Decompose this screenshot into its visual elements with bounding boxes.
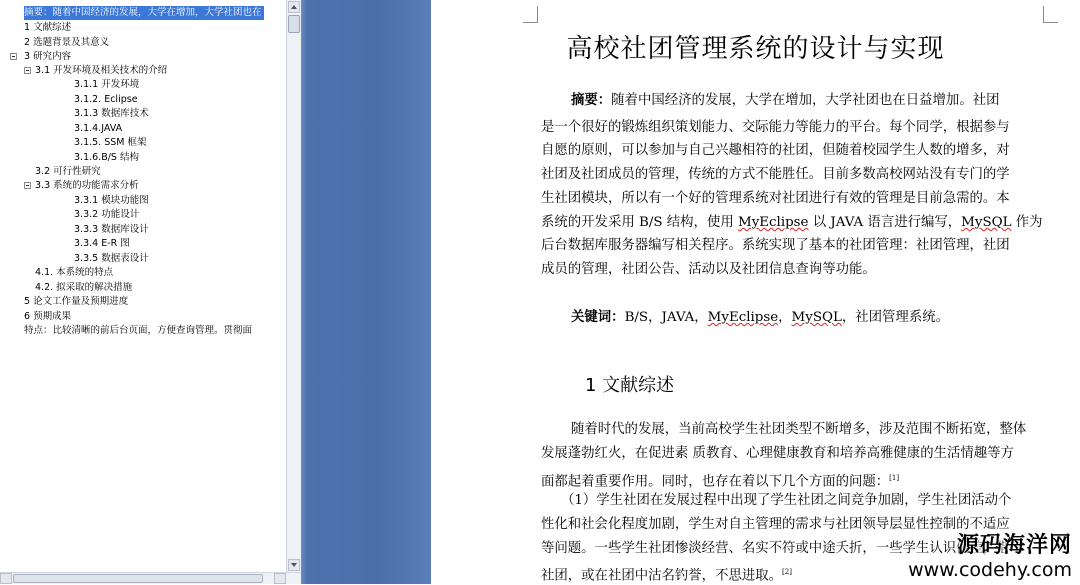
outline-item-label: 3.1.5. SSM 框架 (74, 137, 147, 148)
body-line: （1）学生社团在发展过程中出现了学生社团之间竞争加剧，学生社团活动个 (561, 493, 1012, 508)
nav-vertical-scrollbar[interactable] (286, 0, 301, 572)
keywords-line: 关键词：B/S，JAVA，MyEclipse，MySQL，社团管理系统。 (571, 309, 949, 325)
abstract-line: 是一个很好的锻炼组织策划能力、交际能力等能力的平台。每个同学，根据参与 (541, 120, 1010, 135)
body-line: 等问题。一些学生社团惨淡经营、名实不符或中途夭折，一些学生认识偏差，借 (541, 541, 1010, 556)
citation-ref[interactable]: [2] (782, 568, 792, 576)
abstract-label: 摘要： (571, 92, 612, 108)
scroll-thumb-horizontal[interactable] (13, 574, 263, 583)
outline-item-label: 5 论文工作量及预期进度 (24, 296, 129, 307)
crop-mark-top-right (1043, 6, 1058, 23)
outline-item-label: 3 研究内容 (24, 51, 72, 62)
spellcheck-word: MySQL (791, 310, 842, 325)
scroll-down-arrow-icon[interactable] (288, 559, 300, 571)
keywords-label: 关键词： (571, 309, 625, 325)
outline-item-label: 3.1.4.JAVA (74, 123, 123, 134)
abstract-line: 社团及社团成员的管理，传统的方式不能胜任。目前多数高校网站没有专门的学 (541, 167, 1010, 182)
body-line: 社团，或在社团中沽名钓誉，不思进取。[2] (541, 568, 792, 584)
scroll-thumb[interactable] (288, 15, 300, 33)
outline-item-label: 3.3.5 数据表设计 (74, 253, 149, 264)
collapse-toggle-icon[interactable] (24, 67, 31, 74)
watermark-title: 源码海洋网 (956, 533, 1072, 558)
body-line: 发展蓬勃红火，在促进素 质教育、心理健康教育和培养高雅健康的生活情趣等方 (541, 446, 1014, 461)
outline-item-label: 3.3.4 E-R 图 (74, 238, 130, 249)
workspace-background (301, 0, 431, 584)
abstract-line: 摘要：随着中国经济的发展，大学在增加，大学社团也在日益增加。社团 (571, 92, 1000, 108)
outline-item-label: 3.3.2 功能设计 (74, 209, 140, 220)
body-line: 性化和社会化程度加剧，学生对自主管理的需求与社团领导层显性控制的不适应 (541, 517, 1010, 532)
collapse-toggle-icon[interactable] (24, 182, 31, 189)
scroll-up-arrow-icon[interactable] (288, 1, 300, 13)
abstract-line: 成员的管理，社团公告、活动以及社团信息查询等功能。 (541, 262, 876, 277)
outline-item-label: 3.1.6.B/S 结构 (74, 152, 139, 163)
section-heading: 1 文献综述 (585, 375, 675, 396)
scroll-right-arrow-icon[interactable] (274, 573, 286, 584)
spellcheck-word: MyEclipse (737, 215, 809, 230)
body-line: 面都起着重要作用。同时，也存在着以下几个方面的问题：[1] (541, 474, 900, 490)
outline-item-label: 3.1.1 开发环境 (74, 79, 140, 90)
crop-mark-top-left (523, 6, 538, 23)
outline-item-label: 4.1. 本系统的特点 (35, 267, 114, 278)
document-page[interactable] (431, 0, 1080, 584)
outline-item-label: 3.2 可行性研究 (35, 166, 101, 177)
outline-item-label: 特点：比较清晰的前后台页面，方便查询管理。贯彻面 (24, 325, 253, 336)
outline-item-label: 3.3.3 数据库设计 (74, 224, 149, 235)
outline-item-label: 3.3 系统的功能需求分析 (35, 180, 139, 191)
nav-horizontal-scrollbar[interactable] (0, 572, 301, 584)
outline-item-label: 2 选题背景及其意义 (24, 37, 110, 48)
watermark (908, 528, 1072, 581)
outline-item-label: 4.2. 拟采取的解决措施 (35, 282, 133, 293)
scroll-left-arrow-icon[interactable] (0, 573, 12, 584)
watermark-url: www.codehy.com (908, 559, 1072, 581)
outline-item-label: 3.1 开发环境及相关技术的介绍 (35, 65, 168, 76)
collapse-toggle-icon[interactable] (10, 53, 17, 60)
spellcheck-word: MySQL (961, 215, 1012, 230)
outline-item-label: 3.1.3 数据库技术 (74, 108, 149, 119)
abstract-line: 生社团模块，所以有一个好的管理系统对社团进行有效的管理是目前急需的。本 (541, 191, 1010, 206)
abstract-line: 自愿的原则，可以参加与自己兴趣相符的社团，但随着校园学生人数的增多，对 (541, 143, 1010, 158)
outline-item-label: 3.3.1 模块功能图 (74, 195, 149, 206)
navigation-pane (0, 0, 286, 572)
outline-item-label: 1 文献综述 (24, 22, 72, 33)
outline-item-label: 摘要：随着中国经济的发展，大学在增加，大学社团也在 (24, 7, 262, 18)
abstract-line: 后台数据库服务器编写相关程序。系统实现了基本的社团管理：社团管理，社团 (541, 238, 1010, 253)
abstract-line: 系统的开发采用 B/S 结构，使用 MyEclipse 以 JAVA 语言进行编写，MySQL 作为 (541, 215, 1043, 230)
citation-ref[interactable]: [1] (889, 474, 900, 482)
document-title: 高校社团管理系统的设计与实现 (566, 34, 945, 64)
outline-item-label: 6 预期成果 (24, 311, 72, 322)
outline-item-label: 3.1.2. Eclipse (74, 94, 138, 105)
spellcheck-word: MyEclipse (707, 310, 779, 325)
body-line: 随着时代的发展，当前高校学生社团类型不断增多，涉及范围不断拓宽，整体 (571, 422, 1027, 437)
